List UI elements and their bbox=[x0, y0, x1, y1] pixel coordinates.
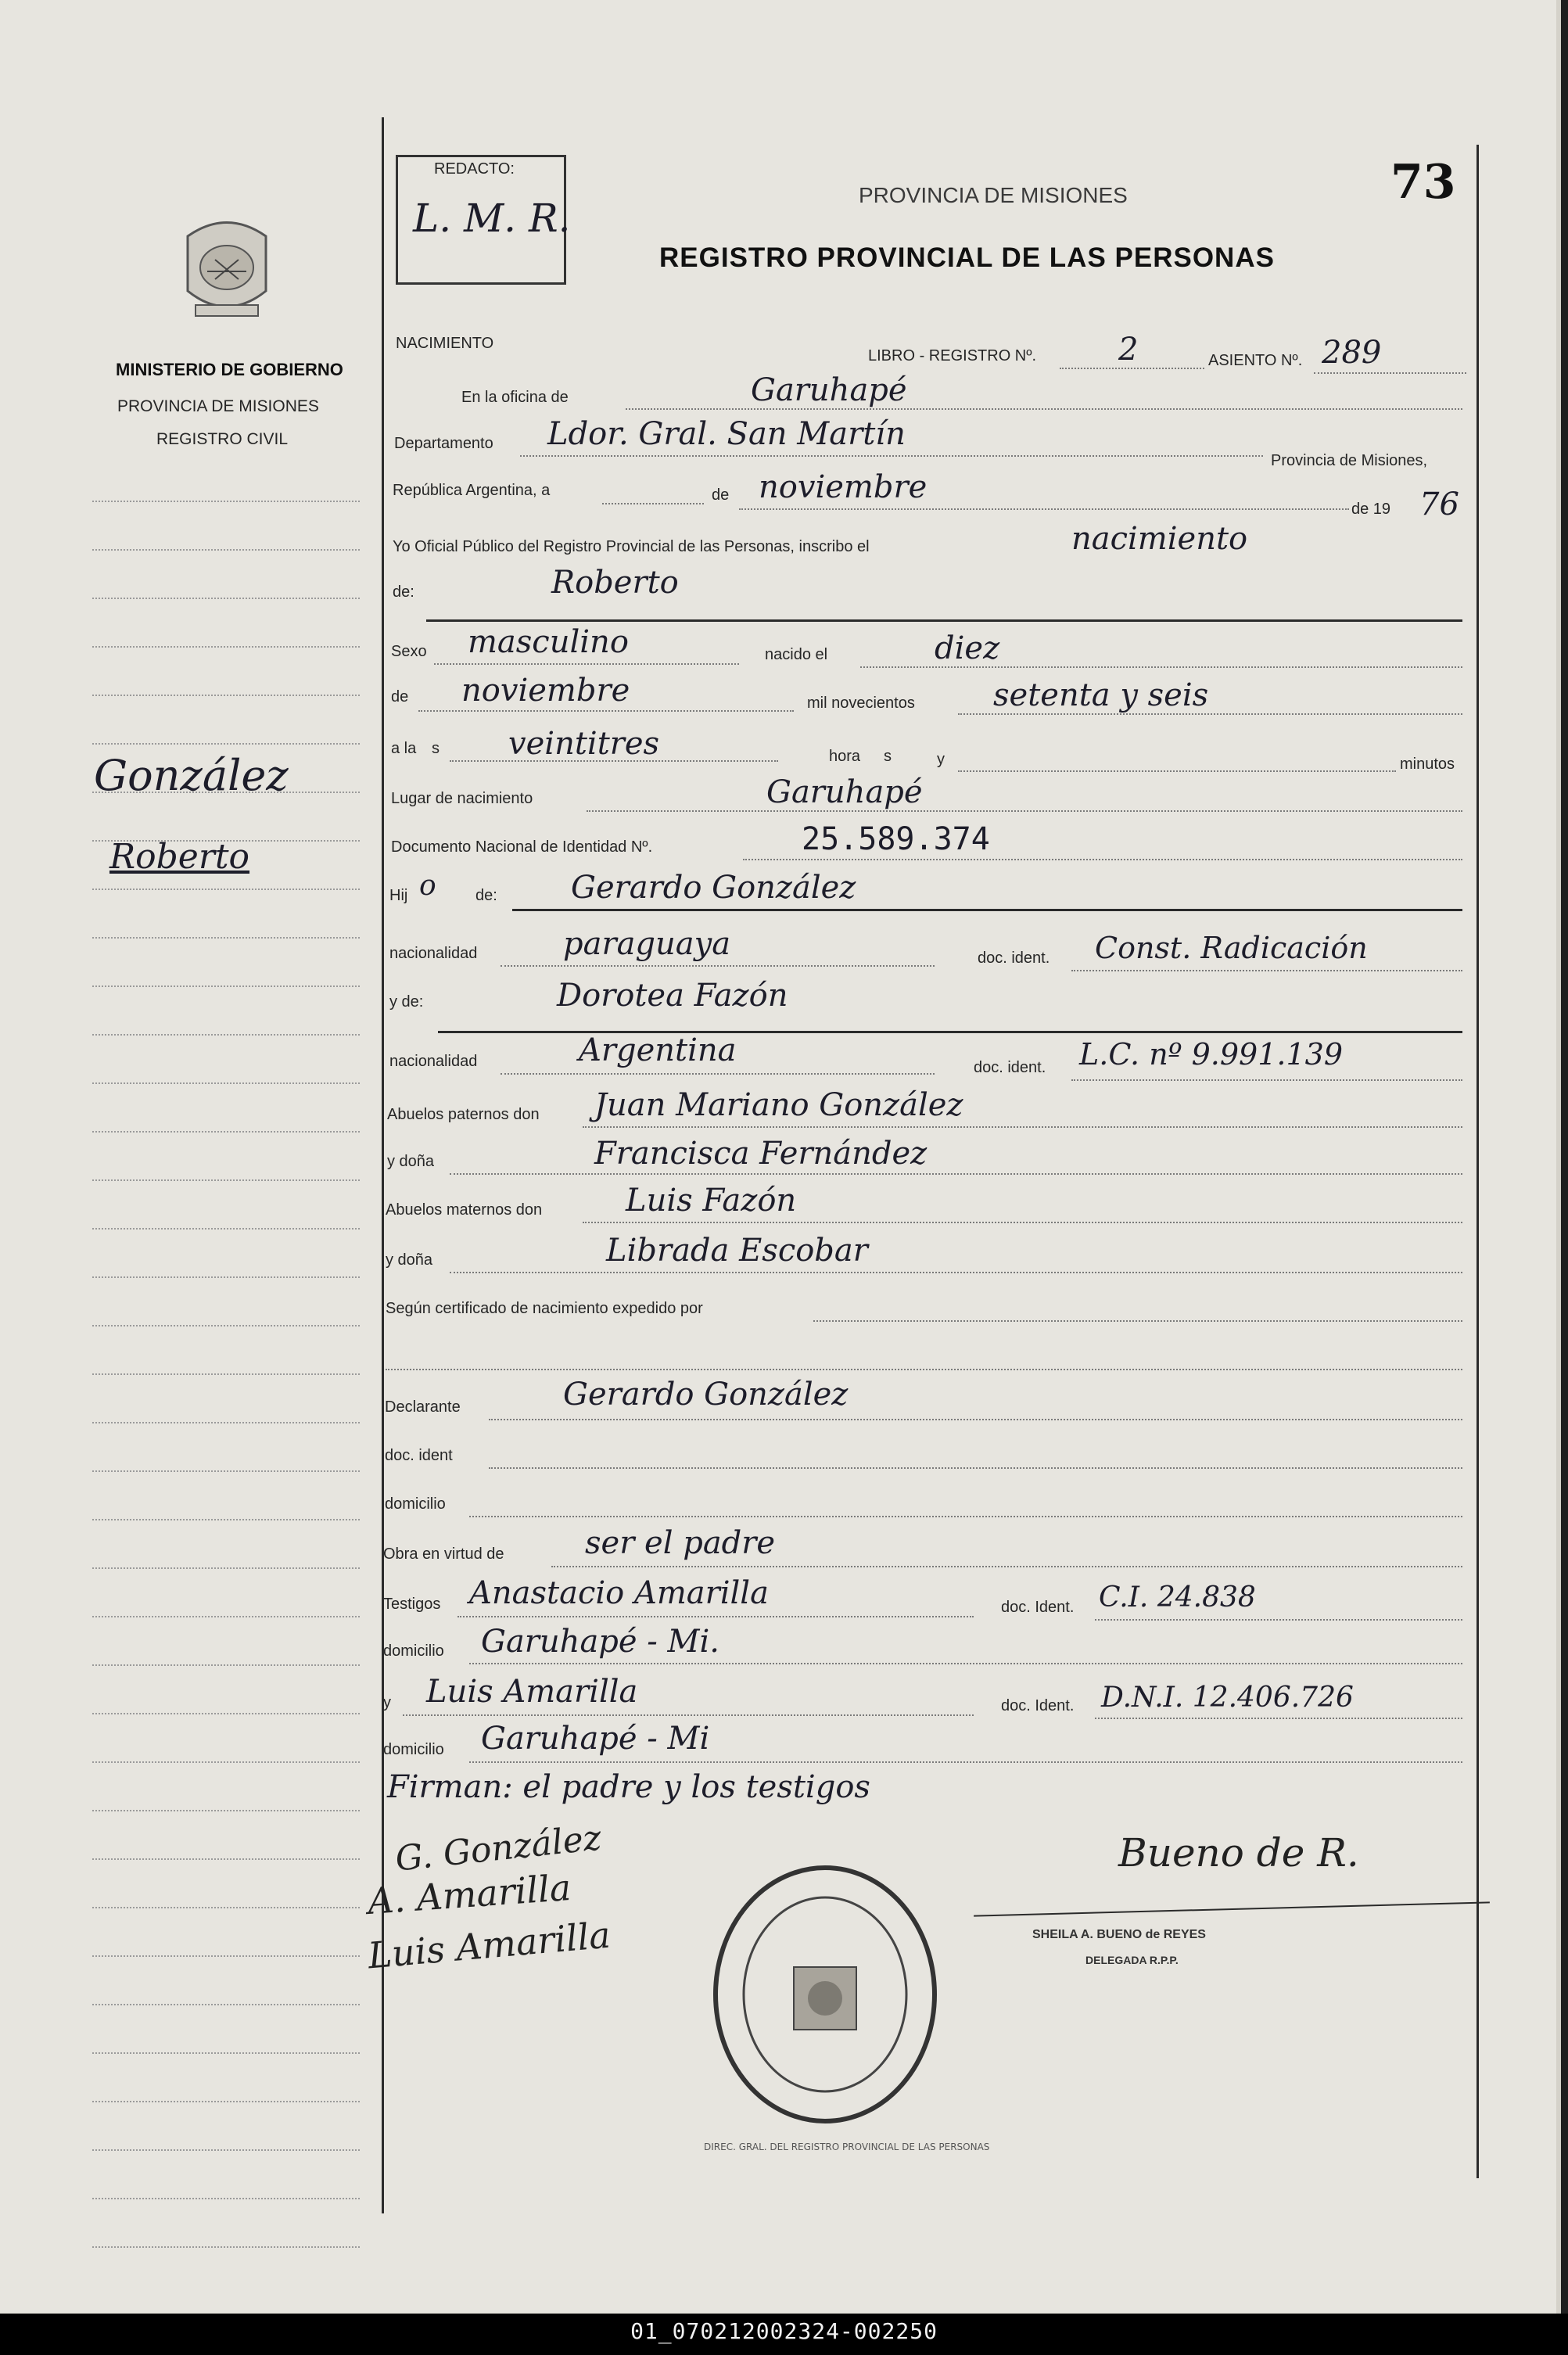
margin-ruled-line bbox=[92, 1810, 360, 1811]
margin-ruled-line bbox=[92, 1034, 360, 1036]
official-stamp-role: DELEGADA R.P.P. bbox=[1085, 1954, 1179, 1966]
birth-year-line bbox=[958, 713, 1462, 715]
margin-ruled-line bbox=[92, 1131, 360, 1133]
lugar-label: Lugar de nacimiento bbox=[391, 790, 533, 807]
abp-dona-line bbox=[450, 1173, 1462, 1175]
abm-don: Luis Fazón bbox=[626, 1183, 797, 1219]
de3-label: de bbox=[391, 688, 409, 705]
libro-line bbox=[1060, 368, 1204, 369]
officer-text: Yo Oficial Público del Registro Provincial de las Personas, inscribo el bbox=[393, 538, 870, 555]
ydona-label: y doña bbox=[387, 1153, 435, 1170]
margin-ruled-line bbox=[92, 1761, 360, 1763]
margin-ruled-line bbox=[92, 1373, 360, 1375]
asiento-line bbox=[1314, 372, 1466, 374]
margin-ruled-line bbox=[92, 889, 360, 890]
official-signature: Bueno de R. bbox=[1118, 1830, 1359, 1876]
margin-ruled-line bbox=[92, 1858, 360, 1860]
mother-name: Dorotea Fazón bbox=[557, 978, 788, 1014]
father-nat-line bbox=[501, 965, 935, 967]
ala-label: a la bbox=[391, 740, 417, 757]
mil-label: mil novecientos bbox=[807, 695, 915, 712]
witness2-doc: D.N.I. 12.406.726 bbox=[1101, 1682, 1354, 1714]
birth-month-line bbox=[418, 710, 794, 712]
seal-text: DIREC. GRAL. DEL REGISTRO PROVINCIAL DE LAS PERSONAS bbox=[704, 2141, 990, 2152]
sidebar-registry-label: REGISTRO CIVIL bbox=[156, 430, 289, 448]
y-label: y bbox=[937, 751, 945, 768]
libro-value: 2 bbox=[1118, 332, 1139, 368]
father-doc: Const. Radicación bbox=[1095, 931, 1368, 965]
domicilio3-label: domicilio bbox=[383, 1741, 444, 1758]
day-value: diez bbox=[935, 630, 1000, 666]
libro-label: LIBRO - REGISTRO Nº. bbox=[868, 347, 1037, 364]
minutes-line bbox=[958, 770, 1396, 772]
child-name: Roberto bbox=[551, 565, 679, 601]
margin-ruled-line bbox=[92, 2246, 360, 2248]
margin-ruled-line bbox=[92, 1567, 360, 1569]
abm-don-line bbox=[583, 1222, 1462, 1223]
margin-ruled-line bbox=[92, 1955, 360, 1957]
sexo-line bbox=[434, 663, 739, 665]
office-label: En la oficina de bbox=[461, 389, 569, 406]
official-stamp-name: SHEILA A. BUENO de REYES bbox=[1032, 1928, 1206, 1941]
margin-ruled-line bbox=[92, 1276, 360, 1278]
declarante-doc-line bbox=[489, 1467, 1462, 1469]
testigos-label: Testigos bbox=[383, 1596, 441, 1613]
minutos-label: minutos bbox=[1400, 756, 1455, 773]
de-label: de bbox=[712, 486, 730, 504]
day-line bbox=[860, 666, 1462, 668]
mother-doc: L.C. nº 9.991.139 bbox=[1079, 1037, 1344, 1072]
obra-line bbox=[551, 1566, 1462, 1567]
province-label: Provincia de Misiones, bbox=[1271, 452, 1428, 469]
dni-value: 25.589.374 bbox=[802, 821, 990, 857]
witness1-name: Anastacio Amarilla bbox=[469, 1575, 769, 1611]
hijo-suffix: o bbox=[419, 870, 436, 902]
margin-ruled-line bbox=[92, 2004, 360, 2005]
margin-ruled-line bbox=[92, 937, 360, 939]
margin-ruled-line bbox=[92, 501, 360, 502]
firman-text: Firman: el padre y los testigos bbox=[387, 1769, 870, 1805]
margin-ruled-line bbox=[92, 1325, 360, 1326]
signature-2: A. Amarilla bbox=[366, 1865, 572, 1923]
margin-ruled-line bbox=[92, 1907, 360, 1908]
father-nationality: paraguaya bbox=[563, 926, 731, 962]
ministry-label: MINISTERIO DE GOBIERNO bbox=[116, 360, 343, 379]
office-value: Garuhapé bbox=[751, 372, 907, 408]
docident3-label: doc. Ident. bbox=[1001, 1599, 1075, 1616]
docident4-label: doc. Ident. bbox=[1001, 1697, 1075, 1714]
ala-suffix: s bbox=[432, 740, 440, 757]
witness2-domicile: Garuhapé - Mi bbox=[481, 1721, 710, 1757]
witness1-doc-line bbox=[1095, 1619, 1462, 1621]
margin-ruled-line bbox=[92, 598, 360, 599]
domicilio2-label: domicilio bbox=[383, 1642, 444, 1660]
witness1-doc: C.I. 24.838 bbox=[1099, 1581, 1256, 1614]
cert-line-1 bbox=[813, 1320, 1462, 1322]
margin-ruled-line bbox=[92, 1228, 360, 1230]
image-caption: 01_070212002324-002250 bbox=[630, 2318, 938, 2344]
witness2-name: Luis Amarilla bbox=[426, 1674, 638, 1710]
signature-1: G. González bbox=[393, 1818, 604, 1879]
signature-3: Luis Amarilla bbox=[366, 1913, 612, 1977]
witness1-domicile: Garuhapé - Mi. bbox=[481, 1624, 719, 1660]
margin-ruled-line bbox=[92, 1422, 360, 1423]
declarante-line bbox=[489, 1419, 1462, 1420]
birth-year-words: setenta y seis bbox=[993, 677, 1209, 713]
month-line bbox=[739, 508, 1349, 510]
margin-ruled-line bbox=[92, 1616, 360, 1617]
year-label: de 19 bbox=[1351, 501, 1391, 518]
hour-value: veintitres bbox=[508, 726, 660, 762]
hora-suffix: s bbox=[884, 748, 892, 765]
margin-name: Roberto bbox=[109, 837, 250, 877]
docident2-label: doc. ident bbox=[385, 1447, 453, 1464]
page-number: 73 bbox=[1390, 155, 1456, 210]
official-signature-line bbox=[974, 1901, 1490, 1916]
cert-label: Según certificado de nacimiento expedido por bbox=[386, 1300, 703, 1317]
declarante-label: Declarante bbox=[385, 1398, 461, 1416]
official-seal-icon bbox=[708, 1861, 942, 2127]
docident-label: doc. ident. bbox=[978, 950, 1050, 967]
asiento-label: ASIENTO Nº. bbox=[1208, 352, 1303, 369]
year-value: 76 bbox=[1419, 486, 1459, 522]
father-name: Gerardo González bbox=[571, 870, 856, 906]
witness1-line bbox=[457, 1616, 974, 1617]
abp-don-line bbox=[583, 1126, 1462, 1128]
coat-of-arms-icon bbox=[172, 213, 282, 338]
mother-nat-line bbox=[501, 1073, 935, 1075]
margin-ruled-line bbox=[92, 1713, 360, 1714]
de4-label: de: bbox=[475, 887, 497, 904]
abm-dona: Librada Escobar bbox=[606, 1233, 868, 1269]
dept-line bbox=[520, 455, 1263, 457]
declarante-value: Gerardo González bbox=[563, 1377, 849, 1413]
sexo-label: Sexo bbox=[391, 643, 427, 660]
obra-value: ser el padre bbox=[585, 1525, 776, 1561]
domicilio-label: domicilio bbox=[385, 1495, 446, 1513]
father-line bbox=[512, 909, 1462, 911]
witness1-dom-line bbox=[469, 1663, 1462, 1664]
margin-ruled-line bbox=[92, 743, 360, 745]
nac2-label: nacionalidad bbox=[389, 1053, 478, 1070]
office-line bbox=[626, 408, 1462, 410]
lugar-value: Garuhapé bbox=[766, 774, 923, 810]
margin-ruled-line bbox=[92, 1519, 360, 1520]
abp-dona: Francisca Fernández bbox=[594, 1136, 928, 1172]
republic-label: República Argentina, a bbox=[393, 482, 551, 499]
y2-label: y bbox=[383, 1694, 391, 1711]
cert-line-2 bbox=[386, 1369, 1462, 1370]
witness2-line bbox=[403, 1714, 974, 1716]
margin-ruled-line bbox=[92, 2198, 360, 2199]
witness2-doc-line bbox=[1095, 1718, 1462, 1719]
ydona2-label: y doña bbox=[386, 1251, 433, 1269]
margin-surname: González bbox=[94, 751, 289, 800]
act-value: nacimiento bbox=[1071, 521, 1248, 557]
hijo-label: Hij bbox=[389, 887, 408, 904]
margin-ruled-line bbox=[92, 549, 360, 551]
margin-ruled-line bbox=[92, 840, 360, 842]
margin-ruled-line bbox=[92, 985, 360, 987]
margin-ruled-line bbox=[92, 2101, 360, 2102]
margin-ruled-line bbox=[92, 1470, 360, 1472]
yde-label: y de: bbox=[389, 993, 424, 1011]
lugar-line bbox=[587, 810, 1462, 812]
docident-label-2: doc. ident. bbox=[974, 1059, 1046, 1076]
obra-label: Obra en virtud de bbox=[383, 1545, 504, 1563]
registry-title: REGISTRO PROVINCIAL DE LAS PERSONAS bbox=[659, 242, 1275, 273]
frame-right-line bbox=[1477, 145, 1479, 2178]
declarante-dom-line bbox=[469, 1516, 1462, 1517]
sidebar-province-label: PROVINCIA DE MISIONES bbox=[117, 397, 319, 415]
nacido-label: nacido el bbox=[765, 646, 828, 663]
redacto-label: REDACTO: bbox=[434, 160, 515, 178]
margin-ruled-line bbox=[92, 695, 360, 696]
margin-ruled-line bbox=[92, 1179, 360, 1181]
mother-nationality: Argentina bbox=[579, 1032, 737, 1068]
margin-ruled-line bbox=[92, 1664, 360, 1666]
abm-dona-line bbox=[450, 1272, 1462, 1273]
republic-day-line bbox=[602, 503, 704, 504]
abp-don: Juan Mariano González bbox=[594, 1087, 963, 1123]
margin-ruled-line bbox=[92, 1082, 360, 1084]
child-name-line bbox=[426, 619, 1462, 622]
dni-line bbox=[743, 859, 1462, 860]
margin-ruled-line bbox=[92, 646, 360, 648]
redacto-value: L. M. R. bbox=[413, 196, 571, 241]
act-type-label: NACIMIENTO bbox=[396, 335, 494, 352]
margin-ruled-line bbox=[92, 2052, 360, 2054]
birth-month: noviembre bbox=[461, 673, 630, 709]
dept-value: Ldor. Gral. San Martín bbox=[547, 416, 906, 452]
mother-doc-line bbox=[1071, 1079, 1462, 1081]
month-value: noviembre bbox=[759, 469, 928, 505]
abp-label: Abuelos paternos don bbox=[387, 1106, 540, 1123]
margin-ruled-line bbox=[92, 2149, 360, 2151]
de2-label: de: bbox=[393, 583, 414, 601]
father-doc-line bbox=[1071, 970, 1462, 971]
margin-ruled-line bbox=[92, 792, 360, 793]
witness2-dom-line bbox=[469, 1761, 1462, 1763]
dept-label: Departamento bbox=[394, 435, 493, 452]
dni-label: Documento Nacional de Identidad Nº. bbox=[391, 838, 653, 856]
hora-label: hora bbox=[829, 748, 861, 765]
sexo-value: masculino bbox=[468, 624, 629, 660]
abm-label: Abuelos maternos don bbox=[386, 1201, 543, 1219]
province-heading: PROVINCIA DE MISIONES bbox=[859, 183, 1128, 207]
asiento-value: 289 bbox=[1322, 335, 1382, 371]
nac-label: nacionalidad bbox=[389, 945, 478, 962]
